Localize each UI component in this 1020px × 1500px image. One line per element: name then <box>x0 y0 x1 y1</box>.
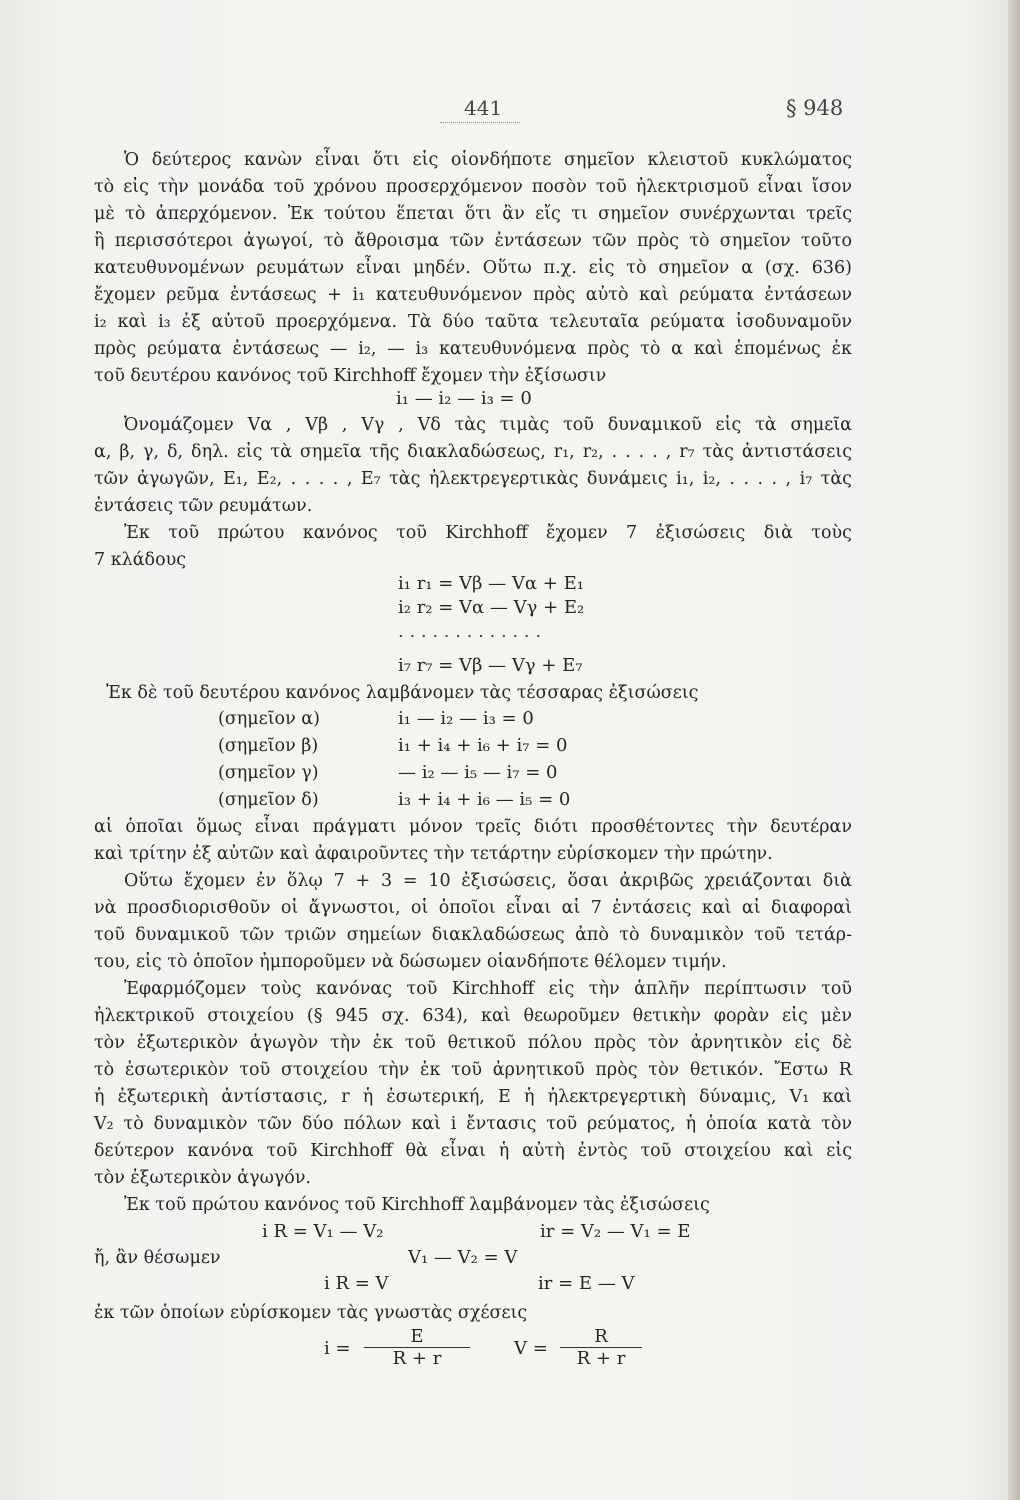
section-number: § 948 <box>786 96 844 120</box>
fraction-denominator: R + r <box>364 1347 470 1369</box>
text-line: πρὸς ρεύματα ἐντάσεως — i₂, — i₃ κατευθυνόμενα πρὸς τὸ α καὶ ἑπομένως ἐκ <box>94 339 852 359</box>
text-line: ἡ ἐξωτερικὴ ἀντίστασις, r ἡ ἐσωτερική, E ἡ ἠλεκτρεγερτικὴ δύναμις, V₁ καὶ <box>94 1087 852 1107</box>
equation-internal: ir = V₂ — V₁ = E <box>540 1221 691 1242</box>
text-line: Ἐκ δὲ τοῦ δευτέρου κανόνος λαμβάνομεν τὰς τέσσαρας ἐξισώσεις <box>106 683 699 703</box>
text-line: νὰ προσδιορισθοῦν οἱ ἄγνωστοι, οἱ ὁποῖοι εἶναι αἱ 7 ἐντάσεις καὶ αἱ διαφοραὶ <box>94 898 852 918</box>
node-label: (σημεῖον δ) <box>218 790 319 810</box>
text-line: μὲ τὸ ἀπερχόμενον. Ἐκ τούτου ἕπεται ὅτι ἂν εἴς τι σημεῖον συνέρχωνται τρεῖς <box>94 204 852 224</box>
node-equation: i₃ + i₄ + i₆ — i₅ = 0 <box>398 789 571 810</box>
equation-potential: V₁ — V₂ = V <box>408 1247 518 1268</box>
text-line: α, β, γ, δ, δηλ. εἰς τὰ σημεῖα τῆς διακλαδώσεως, r₁, r₂, . . . . , r₇ τὰς ἀντιστάσεις <box>94 442 852 462</box>
fraction-current <box>364 1326 470 1369</box>
branch-equation-ellipsis: . . . . . . . . . . . . . <box>398 621 542 642</box>
page-edge <box>1008 0 1020 1500</box>
node-label: (σημεῖον γ) <box>218 763 319 783</box>
text-line: Ἐκ τοῦ πρώτου κανόνος τοῦ Kirchhoff ἔχομεν 7 ἐξισώσεις διὰ τοὺς <box>124 523 852 543</box>
text-line: τὸν ἐξωτερικὸν ἀγωγόν. <box>94 1168 312 1188</box>
text-line: V₂ τὸ δυναμικὸν τῶν δύο πόλων καὶ i ἔντασις τοῦ ρεύματος, ἡ ὁποία κατὰ τὸν <box>94 1114 852 1134</box>
branch-equation: i₇ r₇ = Vβ — Vγ + E₇ <box>398 655 583 676</box>
node-equation: i₁ + i₄ + i₆ + i₇ = 0 <box>398 735 568 756</box>
text-line: ἐντάσεις τῶν ρευμάτων. <box>94 496 313 516</box>
text-line: τὸ ἐσωτερικὸν τοῦ στοιχείου τὴν ἐκ τοῦ ἀρνητικοῦ πρὸς τὸν θετικόν. Ἔστω R <box>94 1060 852 1080</box>
node-equation: — i₂ — i₅ — i₇ = 0 <box>398 762 558 783</box>
text-line: τοῦ δυναμικοῦ τῶν τριῶν σημείων διακλαδώσεως ἀπὸ τὸ δυναμικὸν τοῦ τετάρ- <box>94 925 852 945</box>
equation-internal: ir = E — V <box>538 1273 635 1294</box>
branch-equation: i₂ r₂ = Vα — Vγ + E₂ <box>398 597 585 618</box>
text-line: ἠλεκτρικοῦ στοιχείου (§ 945 σχ. 634), καὶ θεωροῦμεν θετικὴν φορὰν εἰς μὲν <box>94 1006 852 1026</box>
text-line: Ἐκ τοῦ πρώτου κανόνος τοῦ Kirchhoff λαμβάνομεν τὰς ἐξισώσεις <box>124 1195 710 1215</box>
fraction-lhs: V = <box>514 1338 548 1359</box>
equation-external: i R = V₁ — V₂ <box>262 1221 384 1242</box>
text-line: 7 κλάδους <box>94 550 187 570</box>
equation-node-a: i₁ — i₂ — i₃ = 0 <box>396 388 532 409</box>
text-line: του, εἰς τὸ ὁποῖον ἠμποροῦμεν νὰ δώσωμεν οἱανδήποτε θέλομεν τιμήν. <box>94 952 727 972</box>
text-line: τὸν ἐξωτερικὸν ἀγωγὸν τὴν ἐκ τοῦ θετικοῦ πόλου πρὸς τὸν ἀρνητικὸν εἰς δὲ <box>94 1033 852 1053</box>
text-line: ἢ περισσότεροι ἀγωγοί, τὸ ἄθροισμα τῶν ἐντάσεων τῶν πρὸς τὸ σημεῖον τοῦτο <box>94 231 852 251</box>
page-number: 441 <box>464 96 503 120</box>
text-line: Οὕτω ἔχομεν ἐν ὅλῳ 7 + 3 = 10 ἐξισώσεις, ὅσαι ἀκριβῶς χρειάζονται διὰ <box>124 871 852 891</box>
text-line: τῶν ἀγωγῶν, E₁, E₂, . . . . , E₇ τὰς ἠλεκτρεγερτικὰς δυνάμεις i₁, i₂, . . . . , i₇ τὰς <box>94 469 852 489</box>
text-line: αἱ ὁποῖαι ὅμως εἶναι πράγματι μόνον τρεῖς διότι προσθέτοντες τὴν δευτέραν <box>94 817 852 837</box>
fraction-lhs: i = <box>324 1338 351 1359</box>
node-label: (σημεῖον β) <box>218 736 319 756</box>
text-line: ἤ, ἂν θέσωμεν <box>94 1248 221 1268</box>
text-line: Ὁ δεύτερος κανὼν εἶναι ὅτι εἰς οἱονδήποτε σημεῖον κλειστοῦ κυκλώματος <box>124 150 852 170</box>
text-line: τοῦ δευτέρου κανόνος τοῦ Kirchhoff ἔχομεν τὴν ἐξίσωσιν <box>94 366 607 386</box>
text-line: καὶ τρίτην ἐξ αὐτῶν καὶ ἀφαιροῦντες τὴν τετάρτην εὑρίσκομεν τὴν πρώτην. <box>94 844 773 864</box>
node-equation: i₁ — i₂ — i₃ = 0 <box>398 708 534 729</box>
node-label: (σημεῖον α) <box>218 709 320 729</box>
fraction-voltage <box>560 1326 642 1369</box>
text-line: δεύτερον κανόνα τοῦ Kirchhoff θὰ εἶναι ἡ αὐτὴ ἐντὸς τοῦ στοιχείου καὶ εἰς <box>94 1141 852 1161</box>
fraction-denominator: R + r <box>560 1347 642 1369</box>
text-line: i₂ καὶ i₃ ἐξ αὐτοῦ προερχόμενα. Τὰ δύο ταῦτα τελευταῖα ρεύματα ἰσοδυναμοῦν <box>94 312 852 332</box>
text-line: Ἐφαρμόζομεν τοὺς κανόνας τοῦ Kirchhoff εἰς τὴν ἁπλῆν περίπτωσιν τοῦ <box>124 979 852 999</box>
text-line: ἔχομεν ρεῦμα ἐντάσεως + i₁ κατευθυνόμενον πρὸς αὐτὸ καὶ ρεύματα ἐντάσεων <box>94 285 852 305</box>
text-line: κατευθυνομένων ρευμάτων εἶναι μηδέν. Οὕτω π.χ. εἰς τὸ σημεῖον α (σχ. 636) <box>94 258 852 278</box>
branch-equation: i₁ r₁ = Vβ — Vα + E₁ <box>398 573 584 594</box>
text-line: τὸ εἰς τὴν μονάδα τοῦ χρόνου προσερχόμενον ποσὸν τοῦ ἠλεκτρισμοῦ εἶναι ἴσον <box>94 177 852 197</box>
fraction-numerator: E <box>410 1326 424 1347</box>
equation-external: i R = V <box>324 1273 389 1294</box>
text-line: Ὀνομάζομεν Vα , Vβ , Vγ , Vδ τὰς τιμὰς τοῦ δυναμικοῦ εἰς τὰ σημεῖα <box>124 415 852 435</box>
page-number-underline <box>440 122 520 123</box>
fraction-numerator: R <box>594 1326 608 1347</box>
text-line: ἐκ τῶν ὁποίων εὑρίσκομεν τὰς γνωστὰς σχέσεις <box>94 1303 528 1323</box>
